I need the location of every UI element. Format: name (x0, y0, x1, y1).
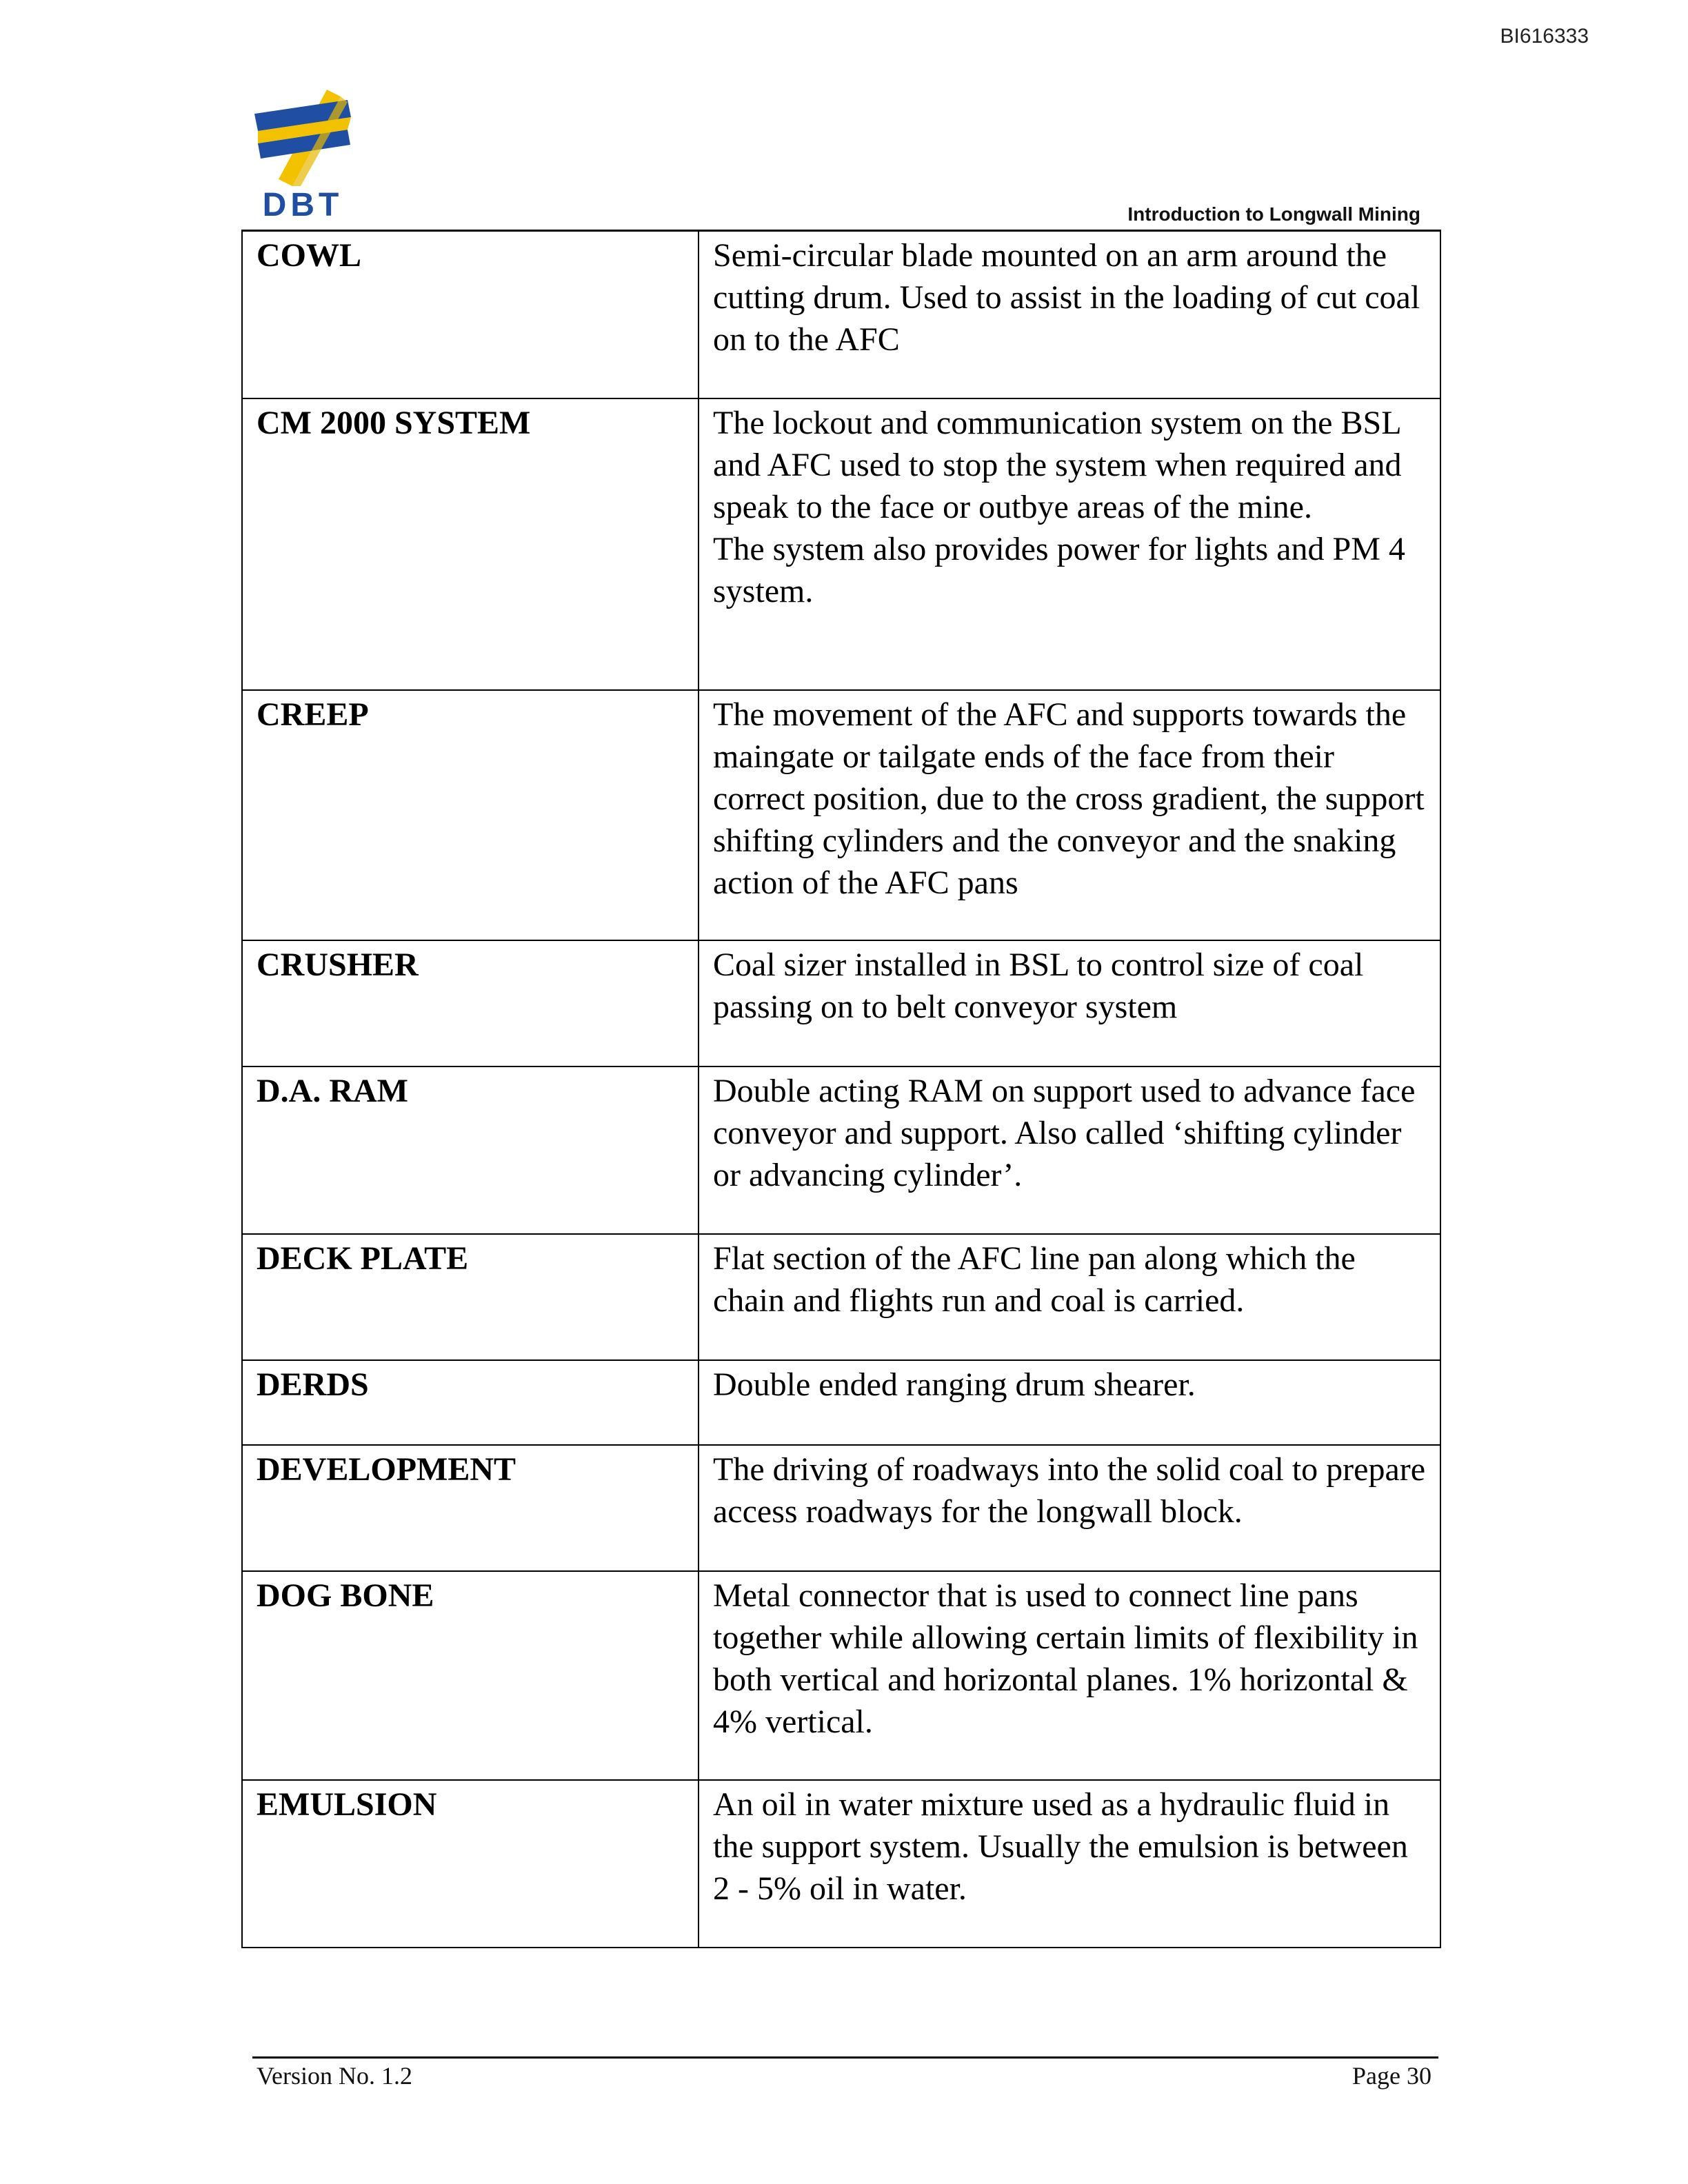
footer-divider (252, 2056, 1438, 2059)
definition-paragraph: Flat section of the AFC line pan along which the chain and flights run and coal is carried. (713, 1240, 1356, 1319)
glossary-row (242, 231, 1440, 398)
glossary-definition (699, 1780, 1440, 1948)
definition-paragraph: The movement of the AFC and supports towards the maingate or tailgate ends of the face from their correct position, due to the cross gradient, the support shifting cylinders and the conveyor and the snaking action of the AFC pans (713, 696, 1425, 901)
glossary-row (242, 690, 1440, 940)
glossary-term: D.A. RAM (242, 1066, 699, 1234)
glossary-term: DECK PLATE (242, 1234, 699, 1360)
definition-paragraph: The lockout and communication system on the BSL and AFC used to stop the system when required and speak to the face or outbye areas of the mine. (713, 405, 1402, 525)
definition-paragraph: Metal connector that is used to connect line pans together while allowing certain limits of flexibility in both vertical and horizontal planes. 1% horizontal & 4% vertical. (713, 1577, 1418, 1740)
document-id: BI616333 (1500, 25, 1589, 48)
glossary-definition (699, 398, 1440, 690)
glossary-definition (699, 1234, 1440, 1360)
glossary-term: CM 2000 SYSTEM (242, 398, 699, 690)
glossary-row (242, 1234, 1440, 1360)
glossary-definition (699, 1445, 1440, 1571)
glossary-definition (699, 1571, 1440, 1780)
glossary-row (242, 940, 1440, 1066)
version-number: Version No. 1.2 (257, 2062, 412, 2090)
glossary-definition (699, 231, 1440, 398)
glossary-term: DERDS (242, 1360, 699, 1445)
glossary-term: DEVELOPMENT (242, 1445, 699, 1571)
glossary-term: CRUSHER (242, 940, 699, 1066)
glossary-term: DOG BONE (242, 1571, 699, 1780)
glossary-row (242, 1445, 1440, 1571)
definition-paragraph: Double ended ranging drum shearer. (713, 1366, 1196, 1403)
page-number: Page 30 (1352, 2062, 1431, 2090)
definition-paragraph: The driving of roadways into the solid coal to prepare access roadways for the longwall block. (713, 1451, 1426, 1530)
glossary-definition (699, 690, 1440, 940)
glossary-term: CREEP (242, 690, 699, 940)
glossary-term: COWL (242, 231, 699, 398)
definition-paragraph: Coal sizer installed in BSL to control size of coal passing on to belt conveyor system (713, 947, 1364, 1025)
definition-paragraph: Semi-circular blade mounted on an arm around the cutting drum. Used to assist in the loading of cut coal on to the AFC (713, 237, 1420, 358)
glossary-row (242, 1066, 1440, 1234)
glossary-row (242, 1360, 1440, 1445)
dbt-logo (251, 90, 354, 228)
document-header-title: Introduction to Longwall Mining (1127, 203, 1420, 225)
glossary-definition (699, 1066, 1440, 1234)
glossary-term: EMULSION (242, 1780, 699, 1948)
definition-paragraph: The system also provides power for lights and PM 4 system. (713, 531, 1405, 609)
glossary-row (242, 1780, 1440, 1948)
glossary-table (241, 230, 1441, 1948)
glossary-definition (699, 940, 1440, 1066)
glossary-row (242, 1571, 1440, 1780)
glossary-definition (699, 1360, 1440, 1445)
definition-paragraph: An oil in water mixture used as a hydraulic fluid in the support system. Usually the emulsion is between 2 - 5% oil in water. (713, 1786, 1408, 1907)
definition-paragraph: Double acting RAM on support used to advance face conveyor and support. Also called ‘shifting cylinder or advancing cylinder’. (713, 1073, 1416, 1193)
dbt-logo-mark-icon (251, 90, 354, 186)
logo-wordmark: DBT (262, 187, 343, 223)
glossary-row (242, 398, 1440, 690)
